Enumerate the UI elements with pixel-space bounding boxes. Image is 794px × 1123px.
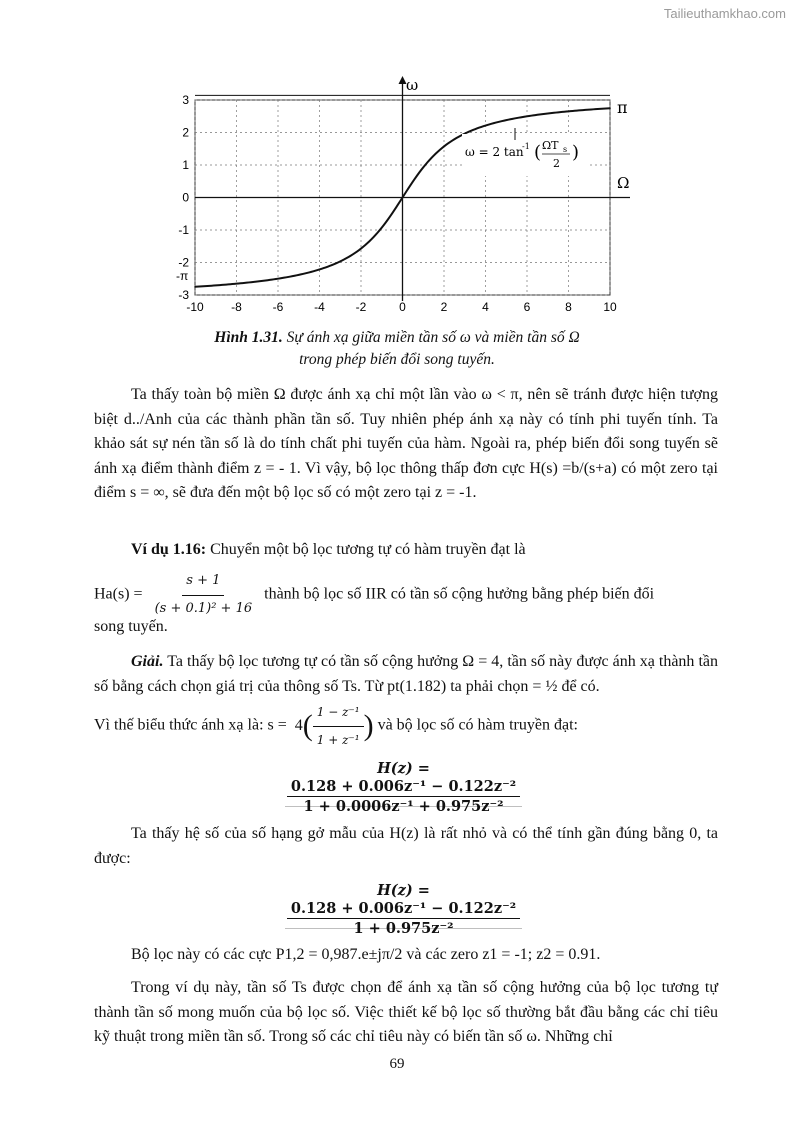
eq1-fraction <box>287 778 520 815</box>
neg-pi-label: -π <box>176 269 189 283</box>
equation-1 <box>285 760 522 815</box>
page-number: 69 <box>389 1056 405 1072</box>
x-tick-label: 0 <box>399 300 406 314</box>
solution-paragraph <box>94 650 718 699</box>
x-axis-label: Ω <box>617 174 630 192</box>
formula-numerator: ΩT <box>542 139 559 152</box>
eq2-numerator: 0.128 + 0.006z⁻¹ − 0.122z⁻² <box>287 900 520 919</box>
mapping-prefix: Vì thế biểu thức ánh xạ là: s = <box>94 716 287 734</box>
y-tick-label: 3 <box>182 93 189 107</box>
y-tick-label: 2 <box>182 125 189 140</box>
eq2-lhs: H(z) = <box>377 882 430 899</box>
paragraph-1: Ta thấy toàn bộ miền Ω được ánh xạ chỉ một lần vào ω < π, nên sẽ tránh được hiện tượng biệt d../Anh của các thành phần tần số. Tuy nhiên phép ánh xạ này có tính phi tuyến tính. Ta khảo sát sự nén tần số là do tính chất phi tuyến của hàm. Ngoài ra, phép biến đổi song tuyến sẽ ánh xạ điểm thành điểm z = - 1. Vì vậy, bộ lọc thông thấp đơn cực H(s) =b/(s+a) có một zero tại điểm s = ∞, sẽ đưa đến một bộ lọc số có một zero tại z = -1. <box>94 386 718 501</box>
chart-axes <box>194 76 630 301</box>
eq1-numerator: 0.128 + 0.006z⁻¹ − 0.122z⁻² <box>287 778 520 797</box>
example-line <box>94 538 718 563</box>
paragraph-2: Ta thấy hệ số của số hạng gở mẫu của H(z) là rất nhỏ và có thể tính gần đúng bằng 0, ta được: <box>94 825 718 867</box>
solution-label: Giải. <box>131 653 164 670</box>
eq2-denominator: 1 + 0.975z⁻² <box>353 920 454 937</box>
figure-caption <box>0 327 794 371</box>
formula-annotation <box>462 128 590 176</box>
analog-filter-line <box>94 569 734 621</box>
caption-number: Hình 1.31. <box>214 329 283 346</box>
eq2-fraction <box>287 900 520 937</box>
x-tick-label: 6 <box>523 300 531 314</box>
svg-text:(: ( <box>534 142 542 163</box>
x-tick-label: -2 <box>355 300 367 314</box>
x-tick-label: 2 <box>440 300 448 314</box>
solution-text: Ta thấy bộ lọc tương tự có tần số cộng hưởng Ω = 4, tần số này được ánh xạ thành tần số bằng cách chọn giá trị của thông số Ts. Từ pt(1.182) ta phải chọn = ½ để có. <box>94 653 718 695</box>
ha-denominator: (s + 0.1)² + 16 <box>154 600 253 616</box>
ha-suffix: thành bộ lọc số IIR có tần số cộng hưởng bằng phép biến đổi <box>264 585 655 603</box>
mapping-fraction <box>313 700 364 752</box>
paragraph-3: Bộ lọc này có các cực P1,2 = 0,987.e±jπ/2 và các zero z1 = -1; z2 = 0.91. <box>131 946 601 963</box>
y-tick-label: 0 <box>182 190 189 205</box>
paragraph-4: Trong ví dụ này, tần số Ts được chọn để ánh xạ tần số cộng hưởng của bộ lọc tương tự thành tần số mong muốn của bộ lọc số. Việc thiết kế bộ lọc số thường bắt đầu bằng các chỉ tiêu kỹ thuật trong miền tần số. Trong số các chỉ tiêu này có biến tần số ω. Những chỉ <box>94 979 718 1045</box>
x-tick-label: 8 <box>565 300 572 314</box>
x-tick-label: -4 <box>314 300 325 314</box>
ha-numerator: s + 1 <box>182 569 224 596</box>
mapping-expression-line: Vì thế biểu thức ánh xạ là: s = 4( $\frac{\text{1 − z⁻¹}}{\text{1 + z⁻¹}}$ ) và bộ lọc số có hàm truyền đạt: <box>94 700 734 752</box>
ha-continuation: song tuyến. <box>94 618 168 635</box>
formula-denominator: 2 <box>553 157 560 170</box>
bilinear-mapping-chart <box>165 70 645 315</box>
example-label: Ví dụ 1.16: <box>131 541 207 558</box>
ha-prefix: Ha(s) = <box>94 585 143 603</box>
equation-2 <box>285 882 522 937</box>
x-tick-label: 4 <box>482 300 489 314</box>
y-tick-label: -3 <box>178 288 189 302</box>
x-tick-label: 10 <box>603 300 617 314</box>
eq1-denominator: 1 + 0.0006z⁻¹ + 0.975z⁻² <box>303 798 504 815</box>
mapping-denominator: 1 + z⁻¹ <box>316 732 360 747</box>
svg-text:): ) <box>572 142 580 163</box>
ha-fraction <box>151 569 257 621</box>
mapping-numerator: 1 − z⁻¹ <box>313 700 364 727</box>
x-tick-label: -8 <box>231 300 242 314</box>
y-axis-label: ω <box>406 76 419 94</box>
watermark: Tailieuthamkhao.com <box>663 6 786 21</box>
eq1-lhs: H(z) = <box>377 760 430 777</box>
example-text: Chuyển một bộ lọc tương tự có hàm truyền đạt là <box>206 541 526 558</box>
x-tick-label: -6 <box>272 300 284 314</box>
y-tick-label: 1 <box>182 158 189 172</box>
formula-sup: -1 <box>522 142 530 151</box>
formula-numerator-sub: s <box>563 145 568 154</box>
x-tick-label: -10 <box>186 300 204 314</box>
mapping-suffix: và bộ lọc số có hàm truyền đạt: <box>377 716 578 734</box>
caption-line1: Sự ánh xạ giữa miền tần số ω và miền tần số Ω <box>282 329 580 346</box>
caption-line2: trong phép biến đổi song tuyến. <box>299 351 495 368</box>
mapping-coeff: 4 <box>294 716 303 734</box>
y-tick-label: -2 <box>178 255 189 270</box>
pi-label: π <box>617 98 628 117</box>
formula-text: ω = 2 tan <box>465 145 524 159</box>
y-tick-label: -1 <box>178 223 189 237</box>
